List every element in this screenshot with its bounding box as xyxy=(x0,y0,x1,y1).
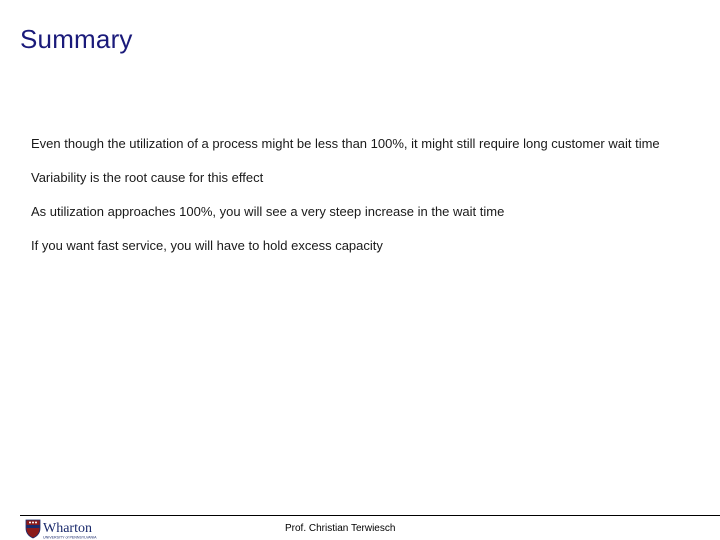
shield-dot-icon xyxy=(32,522,34,524)
bullet-item: Even though the utilization of a process might be less than 100%, it might still require long customer wait time xyxy=(31,136,660,151)
wharton-logo xyxy=(24,518,114,540)
footer-author: Prof. Christian Terwiesch xyxy=(285,523,396,534)
shield-band-icon xyxy=(27,525,40,528)
bullet-list xyxy=(31,134,660,270)
bullet-item: As utilization approaches 100%, you will see a very steep increase in the wait time xyxy=(31,204,505,219)
slide-title: Summary xyxy=(20,24,133,54)
shield-dot-icon xyxy=(29,522,31,524)
logo-wordmark: Wharton xyxy=(43,521,92,536)
footer-divider xyxy=(20,515,720,516)
bullet-item: Variability is the root cause for this effect xyxy=(31,170,264,185)
shield-dot-icon xyxy=(35,522,37,524)
bullet-item: If you want fast service, you will have to hold excess capacity xyxy=(31,238,383,253)
logo-subtext: UNIVERSITY of PENNSYLVANIA xyxy=(43,535,97,540)
